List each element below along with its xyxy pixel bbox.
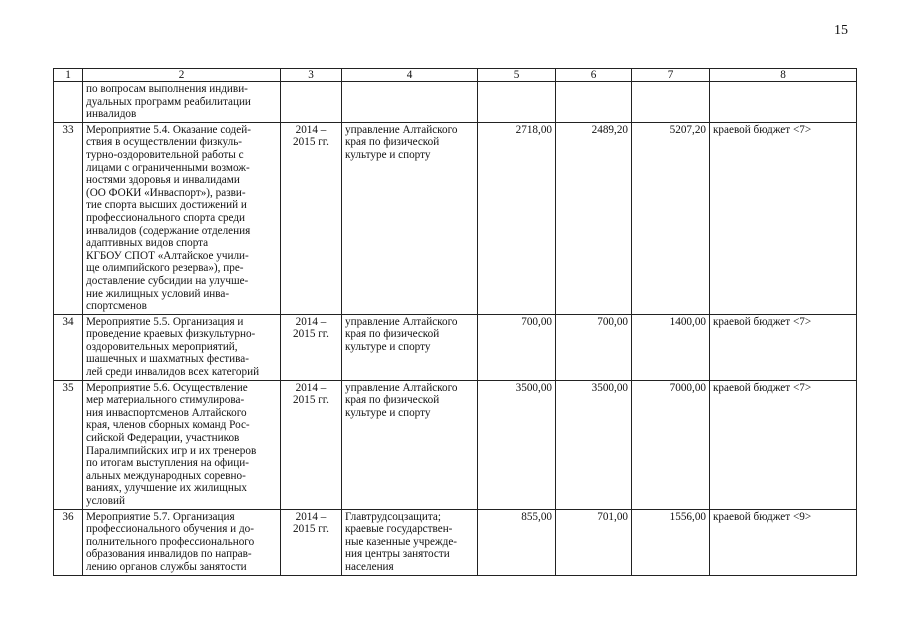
activity-name-line: (ОО ФОКИ «Инваспорт»), разви- (86, 186, 246, 199)
value-2015-cell: 700,00 (556, 314, 632, 380)
value-2014-cell: 2718,00 (478, 122, 556, 314)
total-cell: 5207,20 (632, 122, 710, 314)
executor-line: ния центры занятости (345, 548, 450, 561)
period-cell (281, 122, 342, 314)
row-number (54, 82, 83, 123)
activity-name-line: условий (86, 495, 125, 507)
activity-name (83, 380, 281, 509)
activity-name-line: полнительного профессионального (86, 535, 255, 548)
period-line: 2014 – (295, 510, 327, 523)
total-cell: 1400,00 (632, 314, 710, 380)
column-number-row (54, 69, 857, 82)
activity-name-line: оздоровительных мероприятий, (86, 340, 238, 353)
funding-source-cell (710, 82, 857, 123)
activity-name-line: Мероприятие 5.4. Оказание содей- (86, 123, 251, 136)
activity-name (83, 122, 281, 314)
col-header-6: 6 (556, 69, 632, 82)
activity-name-line: Мероприятие 5.6. Осуществление (86, 381, 248, 394)
continuation-row (54, 82, 857, 123)
activity-name-line: доставление субсидии на улучше- (86, 274, 249, 287)
value-2015-cell: 2489,20 (556, 122, 632, 314)
executor-cell (342, 82, 478, 123)
period-cell (281, 509, 342, 575)
executor-line: управление Алтайского (345, 315, 458, 328)
period-line: 2014 – (295, 381, 327, 394)
funding-source-cell: краевой бюджет <7> (710, 380, 857, 509)
activity-name-line: мер материального стимулирова- (86, 394, 245, 407)
activity-name-line: сийской Федерации, участников (86, 432, 240, 445)
executor-line: краевые государствен- (345, 523, 453, 536)
activity-name-line: края, членов сборных команд Рос- (86, 419, 250, 432)
value-2014-cell: 3500,00 (478, 380, 556, 509)
period-line: 2015 гг. (293, 136, 329, 149)
executor-line: края по физической (345, 136, 440, 149)
table-row (54, 314, 857, 380)
activity-name (83, 82, 281, 123)
row-number: 36 (54, 509, 83, 575)
activity-name-line: дуальных программ реабилитации (86, 95, 251, 108)
executor-cell (342, 314, 478, 380)
total-cell: 1556,00 (632, 509, 710, 575)
col-header-4: 4 (342, 69, 478, 82)
activity-name-line: лицами с ограниченными возмож- (86, 161, 250, 174)
executor-line: края по физической (345, 394, 440, 407)
activity-name-line: альных международных соревно- (86, 469, 246, 482)
col-header-8: 8 (710, 69, 857, 82)
executor-line: культуре и спорту (345, 148, 431, 161)
activity-name-line: профессионального обучения и до- (86, 523, 254, 536)
period-cell (281, 82, 342, 123)
value-2014-cell: 700,00 (478, 314, 556, 380)
col-header-3: 3 (281, 69, 342, 82)
activity-name-line: КГБОУ СПОТ «Алтайское учили- (86, 249, 249, 262)
activity-name-line: инвалидов (содержание отделения (86, 224, 251, 237)
activity-name-line: ние жилищных условий инва- (86, 287, 230, 300)
program-activities-table (53, 68, 857, 576)
executor-cell (342, 509, 478, 575)
col-header-7: 7 (632, 69, 710, 82)
col-header-1: 1 (54, 69, 83, 82)
row-number: 33 (54, 122, 83, 314)
value-2014-cell: 855,00 (478, 509, 556, 575)
period-line: 2015 гг. (293, 328, 329, 341)
period-line: 2015 гг. (293, 523, 329, 536)
activity-name-line: ваниях, улучшение их жилищных (86, 482, 248, 495)
value-2015-cell: 701,00 (556, 509, 632, 575)
activity-name-line: профессионального спорта среди (86, 211, 246, 224)
activity-name-line: ния инваспортсменов Алтайского (86, 406, 247, 419)
executor-line: управление Алтайского (345, 381, 458, 394)
period-line: 2014 – (295, 315, 327, 328)
executor-line: управление Алтайского (345, 123, 458, 136)
activity-name-line: шашечных и шахматных фестива- (86, 353, 249, 366)
funding-source-cell: краевой бюджет <7> (710, 122, 857, 314)
executor-line: Главтрудсоцзащита; (345, 510, 441, 523)
activity-name-line: образования инвалидов по направ- (86, 548, 252, 561)
value-2015-cell (556, 82, 632, 123)
period-line: 2014 – (295, 123, 327, 136)
activity-name-line: Мероприятие 5.7. Организация (86, 510, 235, 523)
activity-name (83, 509, 281, 575)
activity-name-line: Паралимпийских игр и их тренеров (86, 444, 257, 457)
activity-name (83, 314, 281, 380)
activity-name-line: адаптивных видов спорта (86, 237, 209, 250)
col-header-2: 2 (83, 69, 281, 82)
executor-cell (342, 122, 478, 314)
activity-name-line: лей среди инвалидов всех категорий (86, 366, 260, 379)
executor-line: ные казенные учрежде- (345, 535, 458, 548)
total-cell (632, 82, 710, 123)
executor-line: культуре и спорту (345, 406, 431, 419)
executor-line: населения (345, 560, 394, 573)
row-number: 34 (54, 314, 83, 380)
activity-name-line: ностями здоровья и инвалидами (86, 174, 240, 187)
period-cell (281, 314, 342, 380)
activity-name-line: спортсменов (86, 300, 147, 313)
period-line: 2015 гг. (293, 394, 329, 407)
table-row (54, 122, 857, 314)
row-number: 35 (54, 380, 83, 509)
value-2015-cell: 3500,00 (556, 380, 632, 509)
page-number: 15 (834, 23, 848, 38)
activity-name-line: проведение краевых физкультурно- (86, 328, 256, 341)
activity-name-line: по итогам выступления на офици- (86, 457, 249, 470)
funding-source-cell: краевой бюджет <9> (710, 509, 857, 575)
activity-name-line: Мероприятие 5.5. Организация и (86, 315, 244, 328)
executor-line: культуре и спорту (345, 340, 431, 353)
table-row (54, 509, 857, 575)
activity-name-line: турно-оздоровительной работы с (86, 148, 244, 161)
activity-name-line: по вопросам выполнения индиви- (86, 83, 248, 95)
activity-name-line: ствия в осуществлении физкуль- (86, 136, 243, 149)
executor-cell (342, 380, 478, 509)
executor-line: края по физической (345, 328, 440, 341)
activity-name-line: инвалидов (86, 108, 137, 121)
activity-name-line: лению органов службы занятости (86, 560, 247, 573)
activity-name-line: ще олимпийского резерва»), пре- (86, 262, 244, 275)
value-2014-cell (478, 82, 556, 123)
funding-source-cell: краевой бюджет <7> (710, 314, 857, 380)
total-cell: 7000,00 (632, 380, 710, 509)
table-row (54, 380, 857, 509)
col-header-5: 5 (478, 69, 556, 82)
activity-name-line: тие спорта высших достижений и (86, 199, 247, 212)
period-cell (281, 380, 342, 509)
